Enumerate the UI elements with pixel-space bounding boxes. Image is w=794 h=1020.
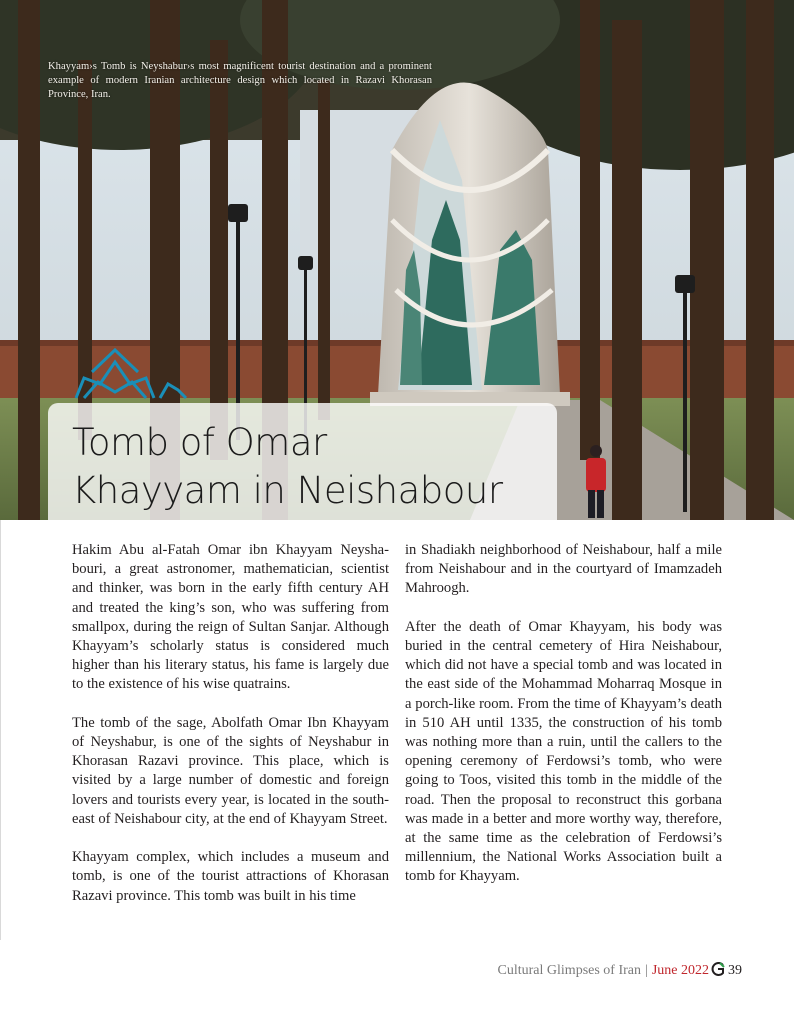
issue-date: June 2022 — [651, 963, 709, 978]
left-text-column — [72, 541, 389, 925]
title-panel — [48, 403, 557, 520]
paragraph: Hakim Abu al-Fatah Omar ibn Khayyam Neyshabouri, a great astronomer, mathematician, scientist and thinker, was born in the early fifth century AH and treated the king’s son, who was suffering from smallpox, during the reign of Sultan Sanjar. Although Khayyam’s scholarly status is considered much higher than his literary status, his fame is largely due to the existence of his wise quatrains. — [72, 542, 389, 693]
photo-caption: Khayyam›s Tomb is Neyshabur›s most magnificent tourist destination and a prominent example of modern Iranian architecture design which located in Razavi Khorasan Province, Iran. — [48, 61, 432, 100]
article-title-line1: Tomb of Omar — [72, 421, 327, 464]
paragraph: The tomb of the sage, Abolfath Omar Ibn Khayyam of Neyshabur, is one of the sights of Neyshabur in Khorasan Razavi province. This place, which is visited by a large number of domestic and foreign lovers and tourists every year, is located in the southeast of Neishabour city, at the end of Khayyam Street. — [72, 714, 389, 827]
page-number: 39 — [728, 963, 742, 978]
paragraph: Khayyam complex, which includes a museum and tomb, is one of the tourist attractions of Khorasan Razavi province. This tomb was built in his time — [72, 849, 389, 904]
paragraph: After the death of Omar Khayyam, his body was buried in the central cemetery of Hira Neishabour, which did not have a special tomb and was located in the east side of the Mohammad Moharraq Mosque in a porch-like room. From the time of Khayyam’s death in 510 AH until 1335, the construction of his tomb was nothing more than a ruin, until the callers to the opening ceremony of Ferdowsi’s tomb, who were going to Toos, visited this tomb in the middle of the road. Then the proposal to reconstruct this gorbana was made in a better and more worthy way, therefore, at the same time as the celebration of Ferdowsi’s millennium, the National Works Association built a tomb for Khayyam. — [405, 618, 722, 885]
page-edge-divider — [0, 520, 1, 940]
right-text-column — [405, 541, 722, 906]
magazine-name: Cultural Glimpses of Iran — [497, 963, 642, 978]
article-title — [72, 419, 542, 515]
footer-separator: | — [645, 963, 648, 978]
page-footer — [498, 961, 742, 983]
magazine-logo-icon — [710, 961, 726, 983]
article-title-line2: Khayyam in Neishabour — [72, 469, 503, 512]
paragraph: in Shadiakh neighborhood of Neishabour, half a mile from Neishabour and in the courtyard of Imamzadeh Mahroogh. — [405, 542, 722, 597]
